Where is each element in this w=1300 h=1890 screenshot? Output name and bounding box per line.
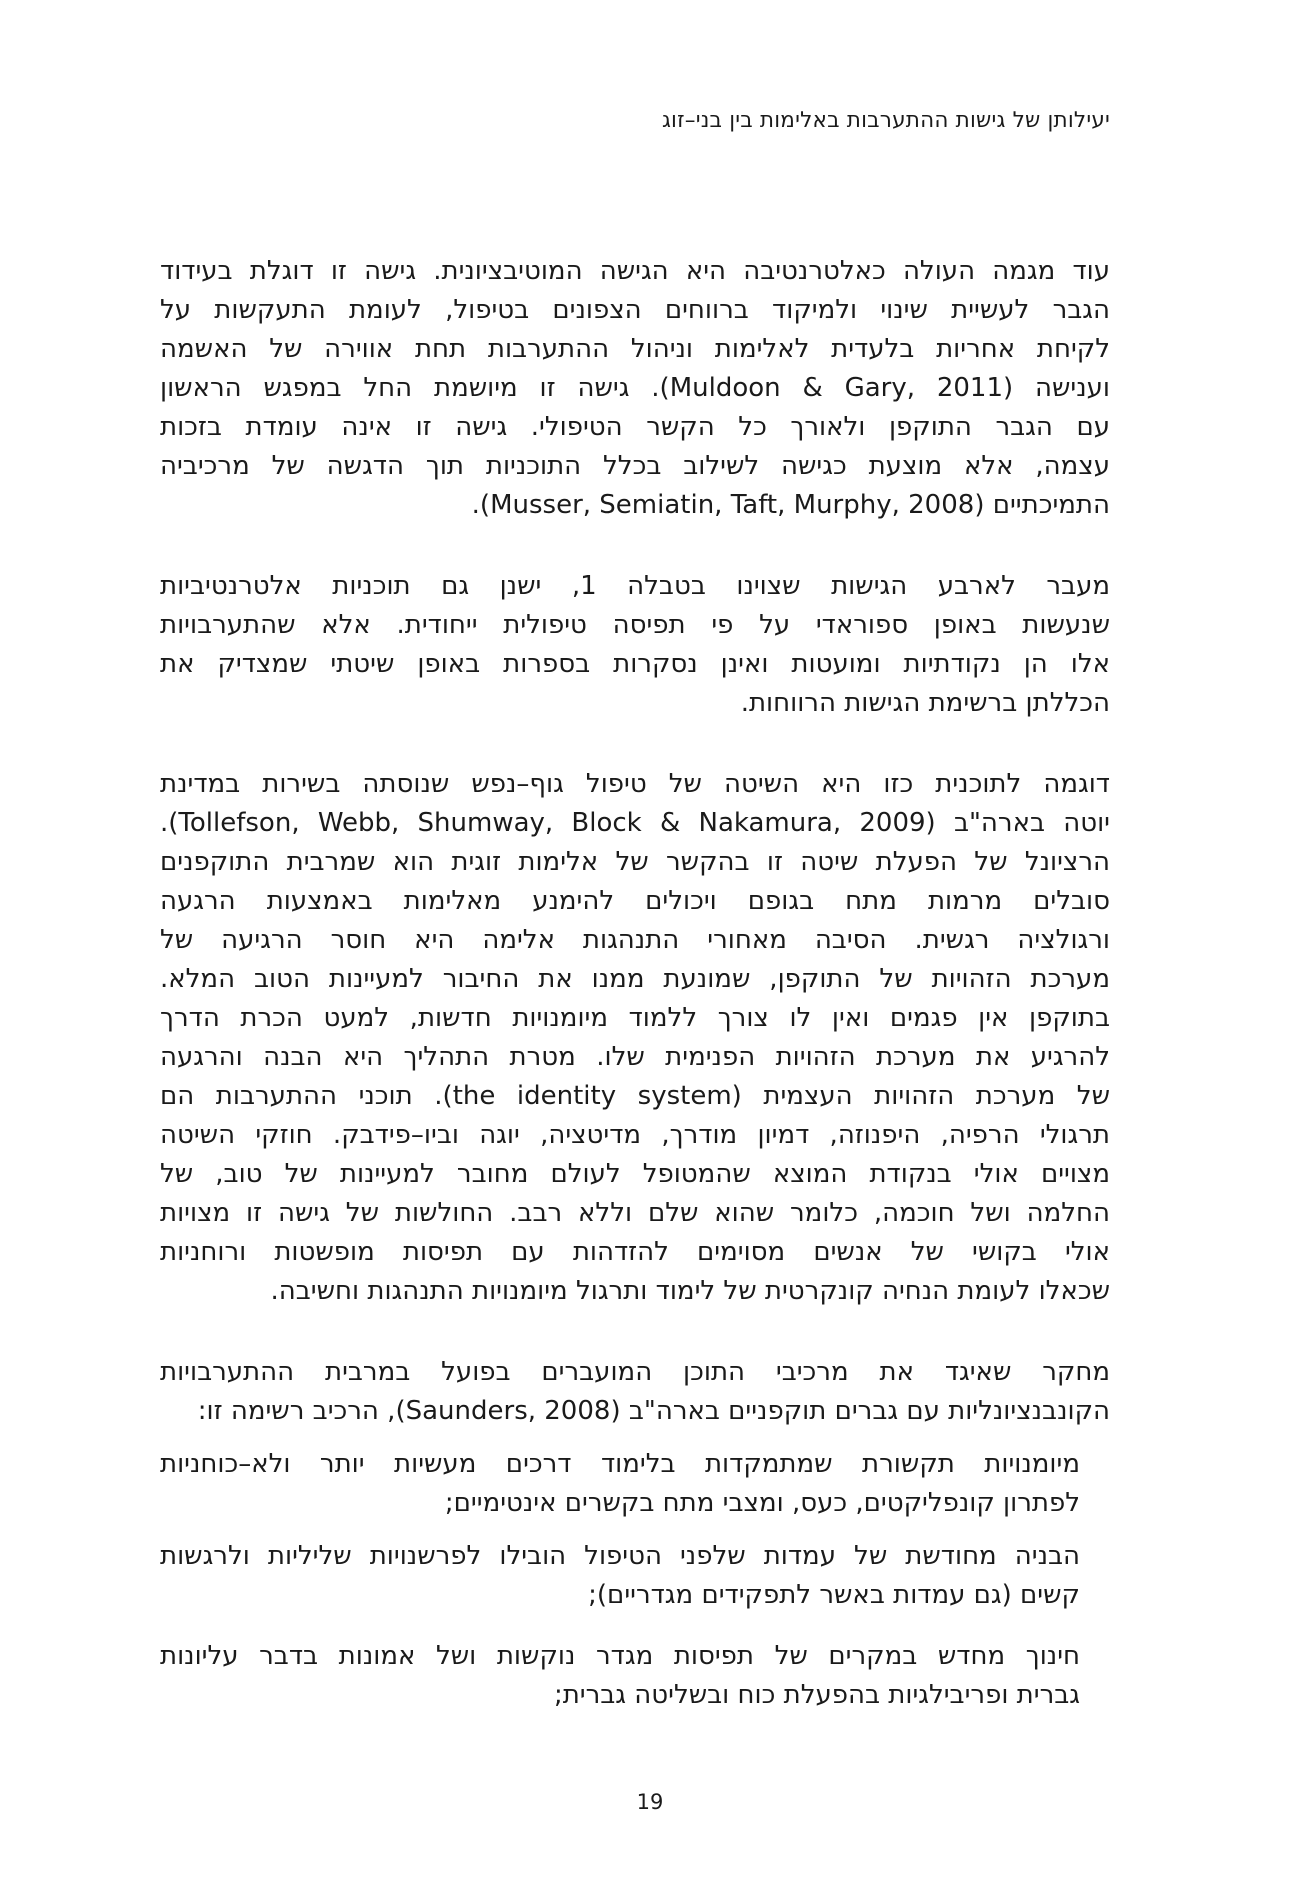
text-line: גברית ופריבילגיות בהפעלת כוח ובשליטה גברית; [553,1680,1080,1710]
page-number: 19 [636,1790,664,1814]
text-line: מעבר לארבע הגישות שצוינו בטבלה 1, ישנן גם תוכניות אלטרנטיביות [160,571,1110,601]
text-line: שכאלו לעומת הנחיה קונקרטית של לימוד ותרגול מיומנויות התנהגות וחשיבה. [270,1276,1110,1306]
text-line: יוטה בארה"ב (Tollefson, Webb, Shumway, Block & Nakamura, 2009). [160,808,1110,838]
text-line: הקונבנציונליות עם גברים תוקפניים בארה"ב (Saunders, 2008), הרכיב רשימה זו: [197,1396,1110,1426]
text-line: ורגולציה רגשית. הסיבה מאחורי התנהגות אלימה היא חוסר הרגיעה של [160,925,1110,955]
text-line: להרגיע את מערכת הזהויות הפנימית שלו. מטרת התהליך היא הבנה והרגעה [160,1042,1110,1072]
text-line: וענישה (Muldoon & Gary, 2011). גישה זו מיושמת החל במפגש הראשון [160,373,1111,403]
text-line: סובלים מרמות מתח בגופם ויכולים להימנע מאלימות באמצעות הרגעה [160,886,1110,916]
list-item-communication-skills [160,1445,1080,1523]
text-line: הבניה מחודשת של עמדות שלפני הטיפול הובילו לפרשנויות שליליות ולרגשות [160,1541,1080,1571]
text-line: הגבר לעשיית שינוי ולמיקוד ברווחים הצפונים בטיפול, לעומת התעקשות על [160,295,1110,325]
text-line: קשים (גם עמדות באשר לתפקידים מגדריים); [588,1580,1080,1610]
text-line: מיומנויות תקשורת שמתמקדות בלימוד דרכים מעשיות יותר ולא–כוחניות [160,1449,1080,1479]
paragraph-body-mind-example [160,765,1110,1311]
text-line: שנעשות באופן ספוראדי על פי תפיסה טיפולית ייחודית. אלא שהתערבויות [160,610,1110,640]
list-item-restructuring-attitudes [160,1537,1080,1615]
text-line: לפתרון קונפליקטים, כעס, ומצבי מתח בקשרים אינטימיים; [444,1488,1080,1518]
text-line: עוד מגמה העולה כאלטרנטיבה היא הגישה המוטיבציונית. גישה זו דוגלת בעידוד [160,256,1110,286]
text-line: עם הגבר התוקפן ולאורך כל הקשר הטיפולי. גישה זו אינה עומדת בזכות [160,412,1110,442]
text-line: מצויים אולי בנקודת המוצא שהמטופל לעולם מחובר למעיינות של טוב, של [160,1159,1110,1189]
text-line: חינוך מחדש במקרים של תפיסות מגדר נוקשות ושל אמונות בדבר עליונות [160,1641,1080,1671]
text-line: מערכת הזהויות של התוקפן, שמונעת ממנו את החיבור למעיינות הטוב המלא. [160,964,1110,994]
text-line: לקיחת אחריות בלעדית לאלימות וניהול ההתערבות תחת אווירה של האשמה [160,334,1110,364]
text-line: מחקר שאיגד את מרכיבי התוכן המועברים בפועל במרבית ההתערבויות [160,1357,1110,1387]
text-line: הכללתן ברשימת הגישות הרווחות. [740,688,1110,718]
running-header: יעילותן של גישות ההתערבות באלימות בין בני–זוג [662,108,1110,133]
list-item-reeducation-gender [160,1637,1080,1715]
text-line: דוגמה לתוכנית כזו היא השיטה של טיפול גוף–נפש שנוסתה בשירות במדינת [160,769,1110,799]
text-line: תרגולי הרפיה, היפנוזה, דמיון מודרך, מדיטציה, יוגה וביו–פידבק. חוזקי השיטה [160,1120,1110,1150]
text-line: אלו הן נקודתיות ומועטות ואינן נסקרות בספרות באופן שיטתי שמצדיק את [160,649,1110,679]
text-line: בתוקפן אין פגמים ואין לו צורך ללמוד מיומנויות חדשות, למעט הכרת הדרך [160,1003,1110,1033]
body-text [160,252,1110,1729]
text-line: עצמה, אלא מוצעת כגישה לשילוב בכלל התוכניות תוך הדגשה של מרכיביה [160,451,1110,481]
paragraph-motivational-approach [160,252,1110,525]
text-line: התמיכתיים (Musser, Semiatin, Taft, Murphy, 2008). [471,490,1110,520]
text-line: הרציונל של הפעלת שיטה זו בהקשר של אלימות זוגית הוא שמרבית התוקפנים [160,847,1110,877]
paragraph-research-list-intro [160,1353,1110,1431]
text-line: החלמה ושל חוכמה, כלומר שהוא שלם וללא רבב. החולשות של גישה זו מצויות [160,1198,1110,1228]
text-line: אולי בקושי של אנשים מסוימים להזדהות עם תפיסות מופשטות ורוחניות [160,1237,1110,1267]
paragraph-alternative-programs [160,567,1110,723]
text-line: של מערכת הזהויות העצמית (the identity system). תוכני ההתערבות הם [160,1081,1110,1111]
